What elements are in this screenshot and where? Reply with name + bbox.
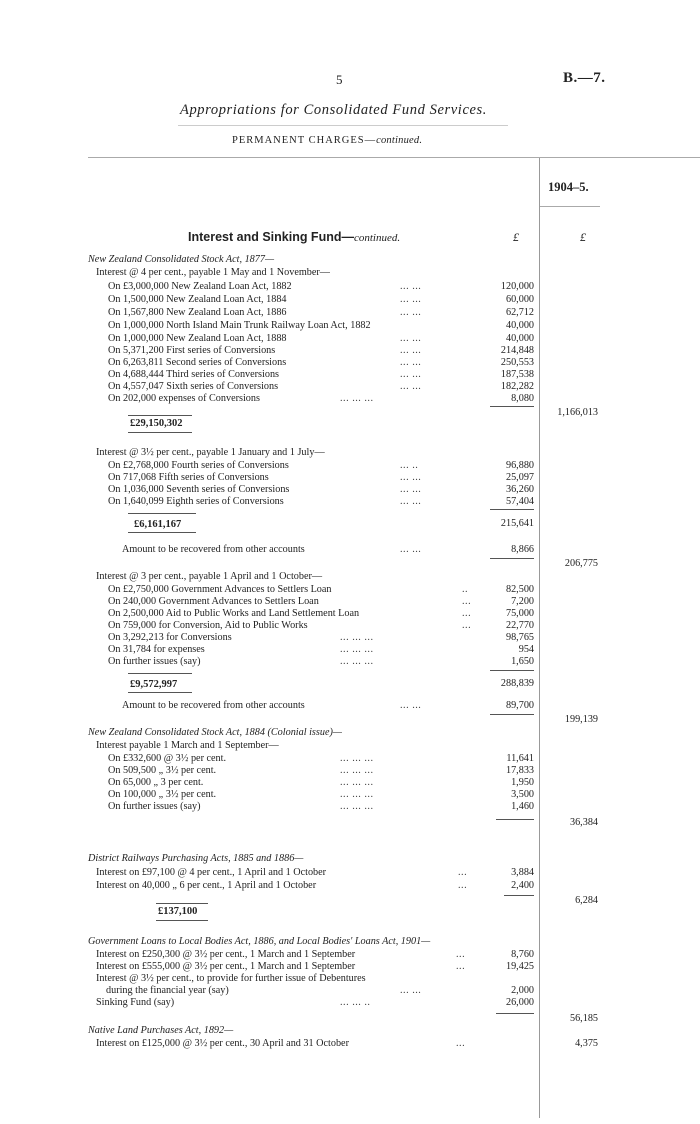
list-item: 1,166,013 xyxy=(557,407,598,418)
list-item: On 202,000 expenses of Conversions ... ... ... 8,080 xyxy=(108,393,534,404)
list-item: On 1,000,000 North Island Main Trunk Railway Loan Act, 1882 40,000 xyxy=(108,320,534,331)
list-item: On 4,688,444 Third series of Conversions ... ... 187,538 xyxy=(108,369,534,380)
list-item: Interest payable 1 March and 1 September— xyxy=(96,740,279,751)
list-item: during the financial year (say) ... ... 2,000 xyxy=(106,985,534,996)
list-item: On 1,500,000 New Zealand Loan Act, 1884 ... ... 60,000 xyxy=(108,294,534,305)
list-item: On 100,000 „ 3½ per cent. ... ... ... 3,500 xyxy=(108,789,534,800)
page-title: Appropriations for Consolidated Fund Services. xyxy=(180,102,487,118)
list-item: 6,284 xyxy=(575,895,598,906)
list-item: New Zealand Consolidated Stock Act, 1877— xyxy=(88,254,275,265)
list-item: Interest on £125,000 @ 3½ per cent., 30 April and 31 October ... 4,375 xyxy=(96,1038,598,1049)
list-item: Government Loans to Local Bodies Act, 1886, and Local Bodies' Loans Act, 1901— xyxy=(88,936,431,947)
year-column-header: 1904–5. xyxy=(548,180,589,194)
list-item: On 65,000 „ 3 per cent. ... ... ... 1,950 xyxy=(108,777,534,788)
list-item: 199,139 xyxy=(564,714,598,725)
list-item: On 1,640,099 Eighth series of Conversions ... ... 57,404 xyxy=(108,496,534,507)
list-item: Interest on 40,000 „ 6 per cent., 1 April and 1 October ... 2,400 xyxy=(96,880,534,891)
list-item: On 240,000 Government Advances to Settlers Loan ... 7,200 xyxy=(108,596,534,607)
list-item: On 31,784 for expenses ... ... ... 954 xyxy=(108,644,534,655)
subtotal-rule xyxy=(490,509,534,510)
list-item: On £332,600 @ 3½ per cent. ... ... ... 11,641 xyxy=(108,753,534,764)
list-item: Interest @ 3 per cent., payable 1 April and 1 October— xyxy=(96,571,323,582)
list-item: On 6,263,811 Second series of Conversions ... ... 250,553 xyxy=(108,357,534,368)
total-unit: £ xyxy=(580,230,586,244)
list-item: 56,185 xyxy=(569,1013,598,1024)
list-item: District Railways Purchasing Acts, 1885 and 1886— xyxy=(88,853,304,864)
list-item: On 759,000 for Conversion, Aid to Public Works ... 22,770 xyxy=(108,620,534,631)
list-item: On £2,768,000 Fourth series of Conversions ... .. 96,880 xyxy=(108,460,534,471)
subtotal-rule xyxy=(490,670,534,671)
list-item: On further issues (say) ... ... ... 1,460 xyxy=(108,801,534,812)
list-item: Amount to be recovered from other accounts ... ... 89,700 xyxy=(122,700,534,711)
header-rule xyxy=(88,157,700,158)
list-item: New Zealand Consolidated Stock Act, 1884 (Colonial issue)— xyxy=(88,727,342,738)
list-item: On 509,500 „ 3½ per cent. ... ... ... 17,833 xyxy=(108,765,534,776)
list-item: Interest on £97,100 @ 4 per cent., 1 April and 1 October ... 3,884 xyxy=(96,867,534,878)
list-item: Interest @ 4 per cent., payable 1 May and 1 November— xyxy=(96,267,330,278)
list-item: On 4,557,047 Sixth series of Conversions ... ... 182,282 xyxy=(108,381,534,392)
list-item: Native Land Purchases Act, 1892— xyxy=(88,1025,234,1036)
amount-unit: £ xyxy=(513,230,519,244)
list-item: Interest @ 3½ per cent., payable 1 January and 1 July— xyxy=(96,447,325,458)
list-item: On 1,000,000 New Zealand Loan Act, 1888 ... ... 40,000 xyxy=(108,333,534,344)
list-item: On 3,292,213 for Conversions ... ... ... 98,765 xyxy=(108,632,534,643)
principal-rule xyxy=(128,415,192,416)
title-rule xyxy=(178,125,508,126)
principal-rule xyxy=(128,532,196,533)
principal-rule xyxy=(156,920,208,921)
list-item: £9,572,997 288,839 xyxy=(130,678,534,690)
list-item: On 5,371,200 First series of Conversions ... ... 214,848 xyxy=(108,345,534,356)
principal-rule xyxy=(156,903,208,904)
principal-total: £137,100 xyxy=(158,906,198,917)
principal-rule xyxy=(128,692,192,693)
list-item: Amount to be recovered from other accounts ... ... 8,866 xyxy=(122,544,534,555)
page-number: 5 xyxy=(336,72,343,87)
section-title: Interest and Sinking Fund—continued. xyxy=(188,230,401,244)
list-item: On £2,750,000 Government Advances to Settlers Loan .. 82,500 xyxy=(108,584,534,595)
list-item: On 1,036,000 Seventh series of Conversions ... ... 36,260 xyxy=(108,484,534,495)
list-item: £6,161,167 215,641 xyxy=(134,518,534,530)
page-subtitle: PERMANENT CHARGES—continued. xyxy=(232,135,423,146)
document-reference: B.—7. xyxy=(563,70,606,86)
principal-rule xyxy=(128,513,196,514)
year-rule xyxy=(540,206,600,207)
list-item: On further issues (say) ... ... ... 1,650 xyxy=(108,656,534,667)
list-item: Interest on £555,000 @ 3½ per cent., 1 March and 1 September ... 19,425 xyxy=(96,961,534,972)
list-item: On £3,000,000 New Zealand Loan Act, 1882 ... ... 120,000 xyxy=(108,281,534,292)
list-item: Interest on £250,300 @ 3½ per cent., 1 March and 1 September ... 8,760 xyxy=(96,949,534,960)
list-item: 36,384 xyxy=(569,817,598,828)
principal-total: £29,150,302 xyxy=(130,418,183,429)
principal-rule xyxy=(128,673,192,674)
list-item: Sinking Fund (say) ... ... .. 26,000 xyxy=(96,997,534,1008)
list-item: 206,775 xyxy=(564,558,598,569)
list-item: Interest @ 3½ per cent., to provide for further issue of Debentures xyxy=(96,973,366,984)
principal-rule xyxy=(128,432,192,433)
list-item: On 2,500,000 Aid to Public Works and Land Settlement Loan ... 75,000 xyxy=(108,608,534,619)
list-item: On 717,068 Fifth series of Conversions ... ... 25,097 xyxy=(108,472,534,483)
list-item: On 1,567,800 New Zealand Loan Act, 1886 ... ... 62,712 xyxy=(108,307,534,318)
